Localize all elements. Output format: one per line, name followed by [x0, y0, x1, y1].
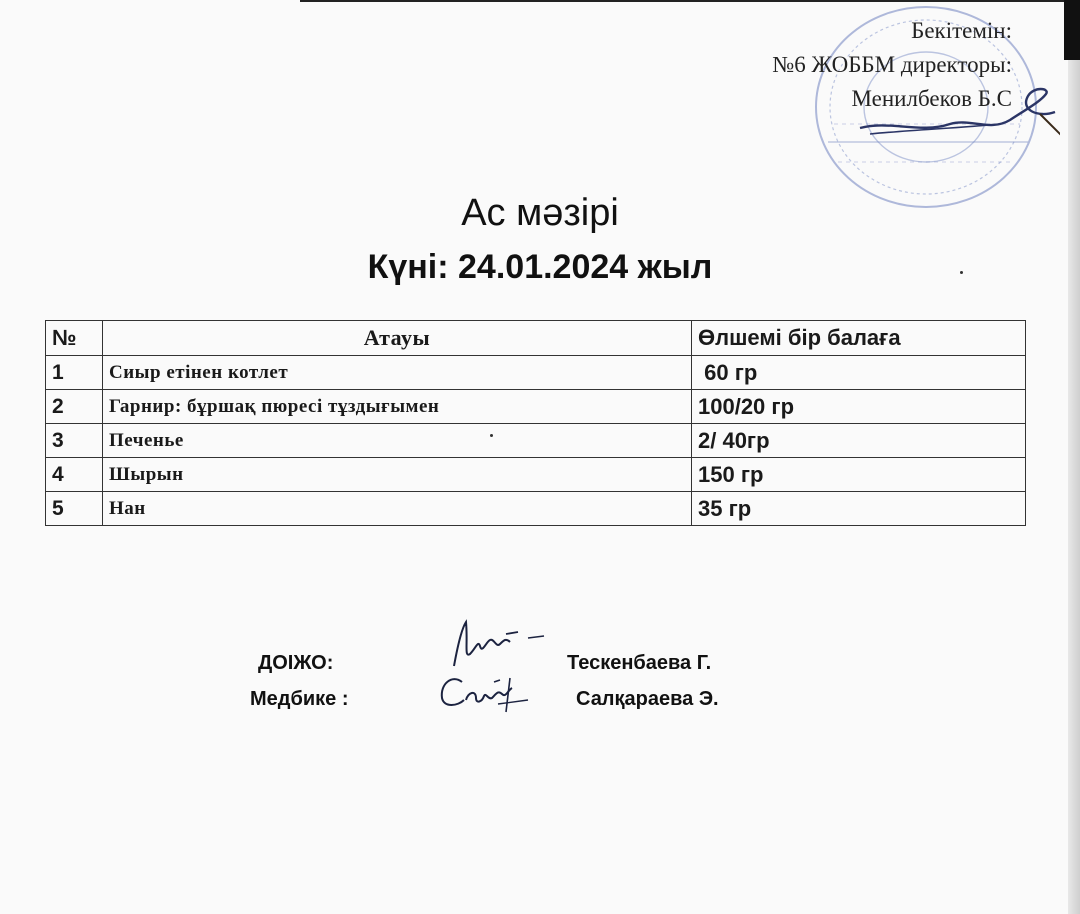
row-dish-name: Печенье — [103, 424, 692, 458]
medic-label: Медбике : — [250, 688, 349, 710]
approval-block — [772, 14, 1012, 116]
row-number: 4 — [46, 458, 103, 492]
approval-position: №6 ЖОББМ директоры: — [772, 52, 1012, 77]
scan-speck — [490, 434, 493, 437]
table-row — [46, 424, 1026, 458]
table-row — [46, 492, 1026, 526]
table-row — [46, 458, 1026, 492]
medic-signature — [432, 660, 542, 720]
row-number: 1 — [46, 356, 103, 390]
header-number: № — [46, 321, 103, 356]
page-title: Ас мәзірі — [461, 192, 619, 234]
row-portion: 60 гр — [692, 356, 1026, 390]
row-dish-name: Шырын — [103, 458, 692, 492]
scan-corner-shadow — [1064, 0, 1080, 60]
row-portion: 150 гр — [692, 458, 1026, 492]
medic-name: Салқараева Э. — [576, 688, 719, 710]
approval-director-name: Менилбеков Б.С — [851, 86, 1012, 111]
row-number: 3 — [46, 424, 103, 458]
table-row — [46, 390, 1026, 424]
header-measure: Өлшемі бір балаға — [692, 321, 1026, 356]
header-name: Атауы — [103, 321, 692, 356]
row-number: 5 — [46, 492, 103, 526]
row-portion: 2/ 40гр — [692, 424, 1026, 458]
menu-date: Күні: 24.01.2024 жыл — [367, 248, 713, 286]
row-portion: 35 гр — [692, 492, 1026, 526]
row-number: 2 — [46, 390, 103, 424]
scan-page-edge — [1068, 60, 1080, 914]
table-header-row — [46, 321, 1026, 356]
row-dish-name: Нан — [103, 492, 692, 526]
doigzo-name: Тескенбаева Г. — [567, 652, 712, 674]
row-portion: 100/20 гр — [692, 390, 1026, 424]
approval-title: Бекітемін: — [911, 18, 1012, 43]
row-dish-name: Гарнир: бұршақ пюресі тұздығымен — [103, 390, 692, 424]
scan-speck — [960, 271, 963, 274]
row-dish-name: Сиыр етінен котлет — [103, 356, 692, 390]
table-row — [46, 356, 1026, 390]
doigzo-label: ДОІЖО: — [258, 652, 334, 674]
menu-table — [45, 320, 1026, 526]
